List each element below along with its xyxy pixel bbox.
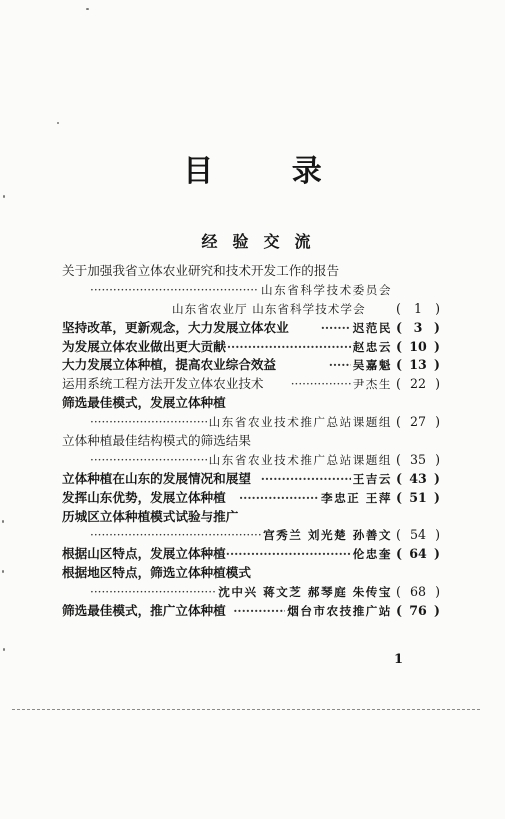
page-ref: ( 51 ) [396, 489, 440, 508]
entry-author: 沈中兴 蒋文芝 郝琴庭 朱传宝 [218, 585, 392, 600]
entry-title: 筛选最佳模式，推广立体种植 [62, 603, 226, 619]
entry-author: 宫秀兰 刘光楚 孙善文 [263, 528, 392, 543]
page-number: 43 [409, 470, 427, 486]
entry-author: 山东省科学技术委员会 [261, 282, 392, 297]
entry-author: 烟台市农技推广站 [287, 604, 392, 619]
toc-entry[interactable] [62, 470, 440, 489]
section-heading: 经验交流 [201, 232, 326, 251]
entry-author: 山东省农业技术推广总站课题组 [208, 452, 392, 467]
toc-entry-author-line [62, 281, 440, 300]
leader-dots [291, 375, 351, 394]
page-number: 22 [409, 376, 427, 392]
entry-title: 运用系统工程方法开发立体农业技术 [62, 376, 264, 392]
toc-entry[interactable] [62, 375, 440, 394]
page-number: 35 [409, 451, 427, 467]
leader-dots [90, 281, 259, 300]
toc-entry[interactable] [62, 602, 440, 621]
entry-title: 立体种植最佳结构模式的筛选结果 [62, 433, 251, 449]
toc-entry-author-line[interactable] [62, 583, 440, 602]
leader-dots [90, 451, 207, 470]
entry-title: 立体种植在山东的发展情况和展望 [62, 470, 251, 486]
scan-speck [2, 520, 4, 523]
entry-title: 根据地区特点，筛选立体种植模式 [62, 565, 251, 581]
toc-entry [62, 508, 440, 527]
leader-dots [321, 319, 351, 338]
toc-title: 目 录 [183, 154, 356, 189]
page-ref: ( 76 ) [396, 602, 440, 621]
page-number: 10 [409, 338, 427, 354]
page-ref: ( 43 ) [396, 470, 440, 489]
entry-title: 坚持改革，更新观念，大力发展立体农业 [62, 319, 289, 335]
page-number: 64 [409, 546, 427, 562]
entry-title: 筛选最佳模式，发展立体种植 [62, 395, 226, 411]
page-number: 3 [413, 319, 423, 335]
page-ref: ( 3 ) [396, 319, 440, 338]
leader-dots [329, 356, 351, 375]
toc-entry[interactable] [62, 319, 440, 338]
page-ref: ( 1 ) [396, 300, 440, 319]
entry-title: 发挥山东优势，发展立体种植 [62, 489, 226, 505]
page-ref: ( 22 ) [396, 375, 440, 394]
page-number: 1 [413, 300, 422, 316]
scan-speck [86, 8, 89, 10]
page-number: 68 [409, 584, 427, 600]
toc-entry[interactable] [62, 545, 440, 564]
page-ref: ( 27 ) [396, 413, 440, 432]
scan-speck [2, 570, 4, 573]
page-number: 27 [409, 414, 427, 430]
toc-entry-author-line[interactable] [62, 413, 440, 432]
toc-entry [62, 564, 440, 583]
toc-entry [62, 394, 440, 413]
page-ref: ( 10 ) [396, 338, 440, 357]
leader-dots [233, 602, 285, 621]
page-ref: ( 54 ) [396, 526, 440, 545]
entry-author: 伦忠奎 [352, 547, 392, 562]
toc-entry [62, 432, 440, 451]
entry-author: 尹杰生 [352, 377, 392, 392]
entry-author: 山东省农业技术推广总站课题组 [208, 415, 392, 430]
leader-dots [90, 583, 216, 602]
page-number-footer: 1 [394, 652, 404, 667]
page-number: 76 [409, 603, 427, 619]
page-ref: ( 13 ) [396, 356, 440, 375]
page-number: 51 [409, 489, 427, 505]
leader-dots [261, 470, 351, 489]
page-ref: ( 64 ) [396, 545, 440, 564]
page-number: 54 [409, 527, 427, 543]
entry-title: 历城区立体种植模式试验与推广 [62, 508, 239, 524]
scan-speck [57, 122, 59, 124]
entry-title: 关于加强我省立体农业研究和技术开发工作的报告 [62, 263, 340, 278]
entry-title: 根据山区特点，发展立体种植 [62, 546, 226, 562]
leader-dots [239, 489, 319, 508]
entry-author: 李忠正 王萍 [320, 490, 392, 505]
page-ref: ( 68 ) [396, 583, 440, 602]
entry-title: 大力发展立体种植，提高农业综合效益 [62, 357, 277, 373]
page-number: 13 [409, 357, 427, 373]
toc-entry[interactable] [62, 489, 440, 508]
entry-author: 赵忠云 [352, 339, 392, 354]
toc-entry [62, 262, 440, 281]
toc-entry[interactable] [62, 356, 440, 375]
entry-author: 山东省农业厅 山东省科学技术学会 [172, 301, 366, 316]
page-ref: ( 35 ) [396, 451, 440, 470]
entry-author: 吴嘉魁 [352, 358, 392, 373]
toc-entry-author-line[interactable] [62, 526, 440, 545]
toc-entry-author-line [62, 300, 440, 319]
leader-dots [90, 526, 261, 545]
entry-author: 王吉云 [352, 471, 392, 486]
entry-title: 为发展立体农业做出更大贡献 [62, 338, 226, 354]
scan-speck [3, 195, 5, 198]
table-of-contents [62, 262, 440, 621]
leader-dots [201, 545, 351, 564]
toc-entry-author-line[interactable] [62, 451, 440, 470]
entry-author: 迟范民 [352, 320, 392, 335]
scan-speck [3, 648, 5, 651]
toc-entry[interactable] [62, 338, 440, 357]
scan-edge-divider [12, 709, 480, 710]
leader-dots [223, 338, 351, 357]
leader-dots [90, 413, 207, 432]
